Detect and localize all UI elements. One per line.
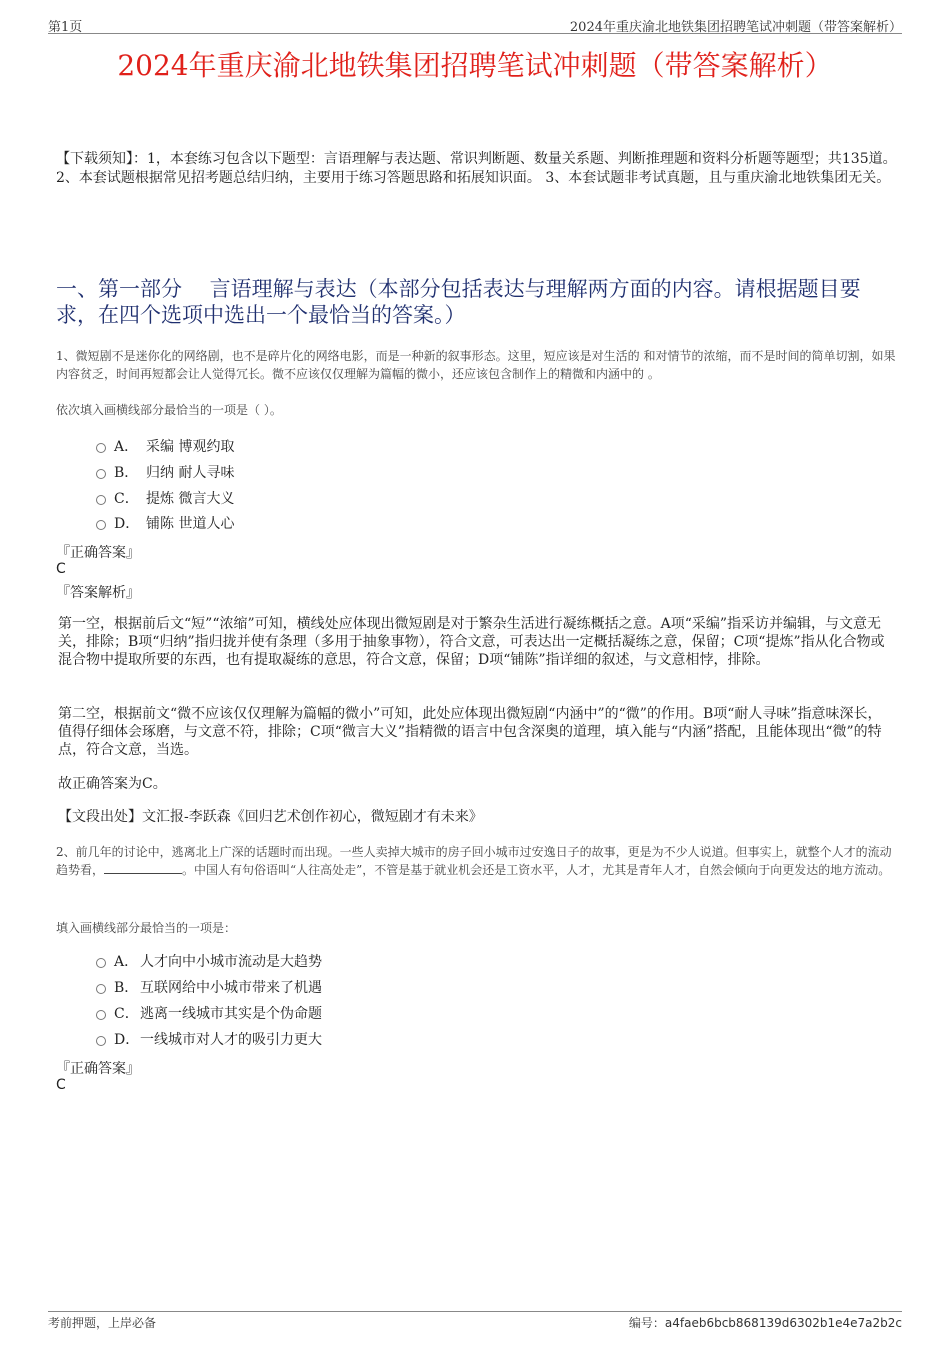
question-1-option-b[interactable] — [96, 462, 234, 482]
question-2-text-before: 2、前几年的讨论中，逃离北上广深的话题时而出现。一些人卖掉大城市的房子回小城市过安逸日子的故事，更是为不少人说道。但事实上，就整个人才的流动趋势看， — [56, 845, 892, 877]
document-title: 2024年重庆渝北地铁集团招聘笔试冲刺题（带答案解析） — [117, 49, 833, 82]
document-id — [629, 1314, 902, 1331]
question-1-text: 1、微短剧不是迷你化的网络剧，也不是碎片化的网络电影，而是一种新的叙事形态。这里，短应该是对生活的 和对情节的浓缩，而不是时间的简单切割，如果内容贫乏，时间再短都会让人觉得冗长。微不应该仅仅理解为篇幅的微小，还应该包含制作上的精微和内涵中的 。 — [56, 349, 896, 381]
question-2-text — [56, 843, 898, 879]
source-citation: 【文段出处】文汇报-李跃森《回归艺术创作初心，微短剧才有未来》 — [58, 809, 483, 825]
question-2-option-a[interactable] — [96, 951, 322, 971]
option-text: 归纳 耐人寻味 — [146, 465, 235, 481]
download-notice: 【下载须知】：1，本套练习包含以下题型：言语理解与表达题、常识判断题、数量关系题、判断推理题和资料分析题等题型；共135道。 2、本套试题根据常见招考题总结归纳，主要用于练习答题思路和拓展知识面。 3、本套试题非考试真题，且与重庆渝北地铁集团无关。 — [56, 151, 897, 186]
section-heading: 一、第一部分 言语理解与表达（本部分包括表达与理解两方面的内容。请根据题目要求，在四个选项中选出一个最恰当的答案。） — [56, 277, 861, 327]
question-2-option-c[interactable] — [96, 1003, 322, 1023]
question-1-option-d[interactable] — [96, 513, 234, 533]
radio-icon[interactable] — [96, 1036, 106, 1046]
option-text: 人才向中小城市流动是大趋势 — [140, 954, 322, 970]
radio-icon[interactable] — [96, 958, 106, 968]
page-number: 第1页 — [48, 20, 83, 35]
question-2-prompt: 填入画横线部分最恰当的一项是： — [56, 921, 237, 935]
option-letter: C． — [114, 491, 139, 507]
option-letter: B． — [114, 465, 139, 481]
analysis-conclusion: 故正确答案为C。 — [58, 776, 167, 792]
question-2-option-b[interactable] — [96, 977, 322, 997]
correct-answer-label: 『正确答案』 — [56, 545, 140, 561]
fill-in-blank — [104, 863, 182, 874]
correct-answer-label: 『正确答案』 — [56, 1061, 140, 1077]
analysis-paragraph-2: 第二空，根据前文“微不应该仅仅理解为篇幅的微小”可知，此处应体现出微短剧“内涵中”的“微”的作用。B项“耐人寻味”指意味深长，值得仔细体会琢磨，与文意不符，排除；C项“微言大义”指精微的语言中包含深奥的道理，填入能与“内涵”搭配，且能体现出“微”的特点，符合文意，当选。 — [58, 706, 882, 758]
radio-icon[interactable] — [96, 984, 106, 994]
option-letter: A． — [114, 439, 139, 455]
option-text: 铺陈 世道人心 — [146, 516, 235, 532]
option-letter: A． — [114, 954, 139, 970]
document-id-value: a4faeb6bcb868139d6302b1e4e7a2b2c — [664, 1316, 902, 1330]
option-text: 提炼 微言大义 — [146, 491, 235, 507]
radio-icon[interactable] — [96, 469, 106, 479]
radio-icon[interactable] — [96, 520, 106, 530]
running-title: 2024年重庆渝北地铁集团招聘笔试冲刺题（带答案解析） — [569, 20, 902, 35]
header-divider — [48, 33, 902, 34]
analysis-paragraph-1: 第一空，根据前后文“短”“浓缩”可知，横线处应体现出微短剧是对于繁杂生活进行凝练概括之意。A项“采编”指采访并编辑，与文意无关，排除；B项“归纳”指归拢并使有条理（多用于抽象事物），符合文意，可表达出一定概括凝练之意，保留；C项“提炼”指从化合物或混合物中提取所要的东西，也有提取凝练的意思，符合文意，保留；D项“铺陈”指详细的叙述，与文意相悖，排除。 — [58, 616, 885, 668]
footer-divider — [48, 1311, 902, 1312]
analysis-label: 『答案解析』 — [56, 585, 140, 601]
question-2-text-after: 。中国人有句俗语叫“人往高处走”，不管是基于就业机会还是工资水平，人才，尤其是青年人才，自然会倾向于向更发达的地方流动。 — [182, 863, 891, 877]
footer-slogan: 考前押题，上岸必备 — [48, 1316, 157, 1330]
option-letter: D． — [114, 516, 140, 532]
radio-icon[interactable] — [96, 495, 106, 505]
correct-answer-value: C — [56, 1077, 66, 1093]
option-text: 一线城市对人才的吸引力更大 — [140, 1032, 322, 1048]
option-text: 互联网给中小城市带来了机遇 — [140, 980, 322, 996]
question-2-option-d[interactable] — [96, 1029, 322, 1049]
question-1-option-c[interactable] — [96, 488, 234, 508]
option-letter: D． — [114, 1032, 140, 1048]
document-id-label: 编号： — [628, 1316, 665, 1330]
option-letter: B． — [114, 980, 139, 996]
option-text: 采编 博观约取 — [146, 439, 235, 455]
radio-icon[interactable] — [96, 443, 106, 453]
option-text: 逃离一线城市其实是个伪命题 — [140, 1006, 322, 1022]
option-letter: C． — [114, 1006, 139, 1022]
question-1-option-a[interactable] — [96, 436, 234, 456]
correct-answer-value: C — [56, 561, 66, 577]
radio-icon[interactable] — [96, 1010, 106, 1020]
question-1-prompt: 依次填入画横线部分最恰当的一项是（ ）。 — [56, 403, 282, 417]
